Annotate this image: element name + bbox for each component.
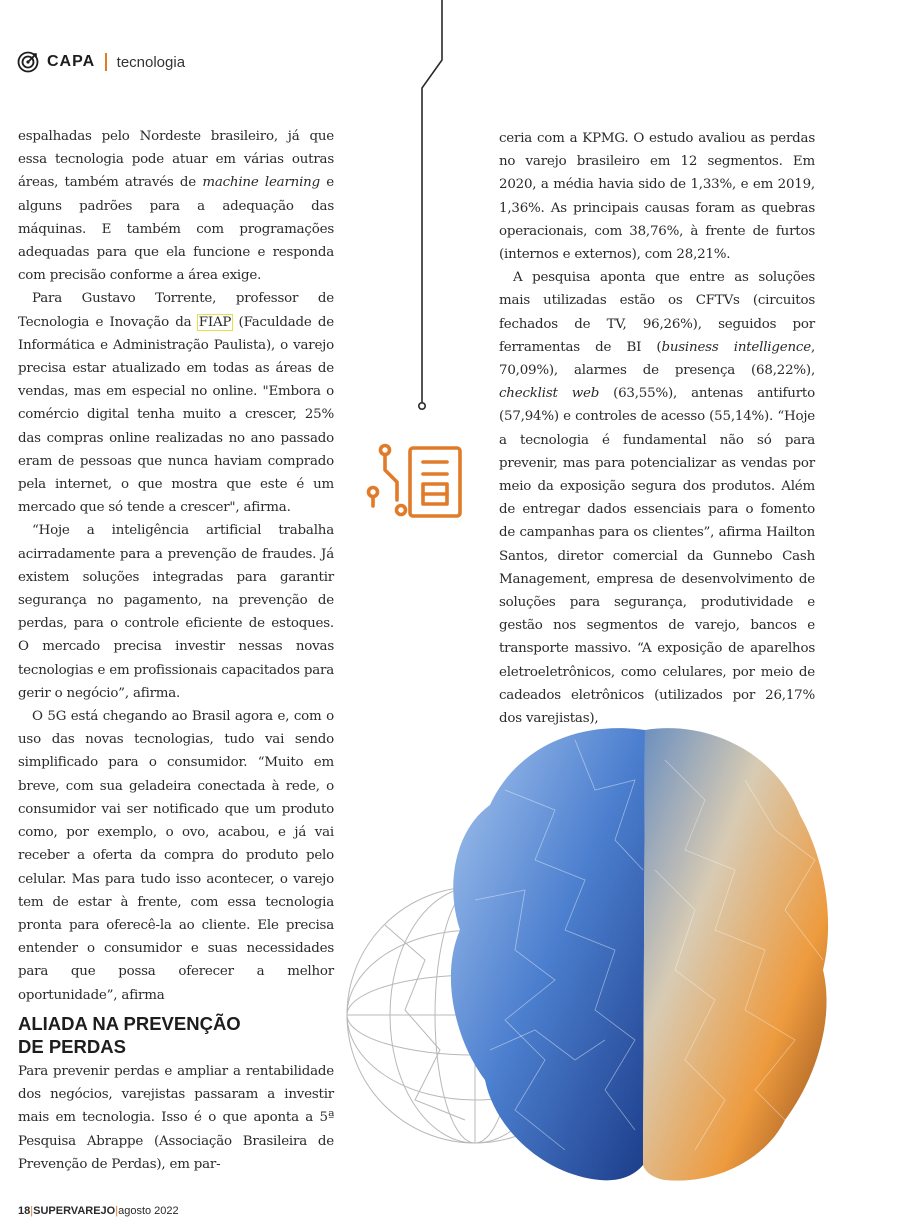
- footer-divider: |: [115, 1205, 119, 1217]
- target-icon: [17, 51, 39, 73]
- brain-illustration: [345, 720, 840, 1190]
- paragraph: O 5G está chegando ao Brasil agora e, com o uso das novas tecnologias, tudo vai sendo simplificado para o consumidor. “Muito em breve, com sua geladeira conectada à rede, o consumidor vai ser notificado que um produto como, por exemplo, o ovo, acabou, e já vai receber a oferta da compra do produto pelo celular. Mas para tudo isso acontecer, o varejo tem de estar à frente, com essa tecnologia pronta para oferecê-la ao cliente. Ele precisa entender o consumidor e suas necessidades para que possa oferecer a melhor oportunidade”, afirma: [18, 709, 334, 1003]
- paragraph: ceria com a KPMG. O estudo avaliou as perdas no varejo brasileiro em 12 segmentos. Em 2020, a média havia sido de 1,33%, e em 2019, 1,36%. As principais causas foram as quebras operacionais, com 38,76%, à frente de furtos (internos e externos), com 28,21%.: [499, 131, 815, 263]
- emphasis-text: machine learning: [202, 175, 320, 191]
- subheading: [18, 1012, 318, 1058]
- text-run: e alguns padrões para a adequação das máquinas. E também com programações adequadas para que ela funcione e responda com precisão conforme a área exige.: [18, 175, 335, 284]
- paragraph: [499, 266, 815, 730]
- paragraph: “Hoje a inteligência artificial trabalha acirradamente para a prevenção de fraudes. Já existem soluções integradas para garantir segurança no pagamento, na prevenção de perdas, para o controle eficiente de estoques. O mercado precisa investir nessas novas tecnologias e em profissionais capacitados para gerir o negócio”, afirma.: [18, 523, 334, 701]
- text-run: , 70,09%), alarmes de presença (68,22%),: [499, 339, 815, 379]
- subsection-body: [18, 1060, 334, 1176]
- subheading-line: ALIADA NA PREVENÇÃO: [18, 1013, 241, 1034]
- subsection-label: tecnologia: [116, 53, 186, 71]
- highlighted-term-fiap: FIAP: [198, 314, 232, 330]
- page-number: 18: [18, 1205, 31, 1217]
- header-divider: [105, 53, 107, 71]
- paragraph: [18, 287, 334, 519]
- section-label: CAPA: [47, 53, 96, 70]
- paragraph: Para prevenir perdas e ampliar a rentabilidade dos negócios, varejistas passaram a investir mais em tecnologia. Isso é o que aponta a 5ª Pesquisa Abrappe (Associação Brasileira de Prevenção de Perdas), em par-: [18, 1064, 334, 1172]
- text-run: (Faculdade de Informática e Administração Paulista), o varejo precisa estar atualizado em todas as áreas de vendas, mas em especial no online. "Embora o comércio digital tenha muito a crescer, 25% das compras online realizadas no ano passado eram de pessoas que nunca haviam comprado pela internet, o que mostra que este é um mercado que só tende a crescer", afirma.: [18, 314, 334, 516]
- issue-date: agosto 2022: [118, 1205, 179, 1217]
- decorative-circuit-line: [380, 0, 460, 420]
- brain-right-hemisphere: [643, 728, 828, 1181]
- brain-left-hemisphere: [451, 728, 645, 1180]
- text-run: A pesquisa aponta que entre as soluções mais utilizadas estão os CFTVs (circuitos fechados de TV, 96,26%), seguidos por ferramentas de BI (: [499, 270, 815, 355]
- emphasis-text: checklist web: [499, 386, 600, 402]
- left-column: [18, 125, 334, 1007]
- section-header: [17, 50, 185, 74]
- emphasis-text: business intelligence: [661, 339, 811, 355]
- text-run: (63,55%), antenas antifurto (57,94%) e controles de acesso (55,14%). “Hoje a tecnologia é fundamental não só para prevenir, mas para potencializar as vendas por meio da exposição segura dos produtos. Além de entregar dados essenciais para o fomento de campanhas para os clientes”, afirma Hailton Santos, diretor comercial da Gunnebo Cash Management, empresa de desenvolvimento de soluções para segurança, produtividade e gestão nos segmentos de varejo, bancos e transporte massivo. “A exposição de aparelhos eletroeletrônicos, como celulares, por meio de cadeados eletrônicos (utilizados por 26,17% dos varejistas),: [499, 386, 815, 727]
- circuit-document-icon: [365, 440, 465, 520]
- subheading-line: DE PERDAS: [18, 1036, 126, 1057]
- paragraph: [18, 125, 334, 287]
- magazine-name: SUPERVAREJO: [33, 1205, 116, 1217]
- text-run: Para Gustavo Torrente, professor de Tecnologia e Inovação da: [18, 291, 334, 330]
- footer-divider: |: [30, 1205, 34, 1217]
- page-footer: [18, 1205, 179, 1217]
- right-column: [499, 127, 815, 730]
- text-run: espalhadas pelo Nordeste brasileiro, já que essa tecnologia pode atuar em várias outras áreas, também através de: [18, 129, 334, 191]
